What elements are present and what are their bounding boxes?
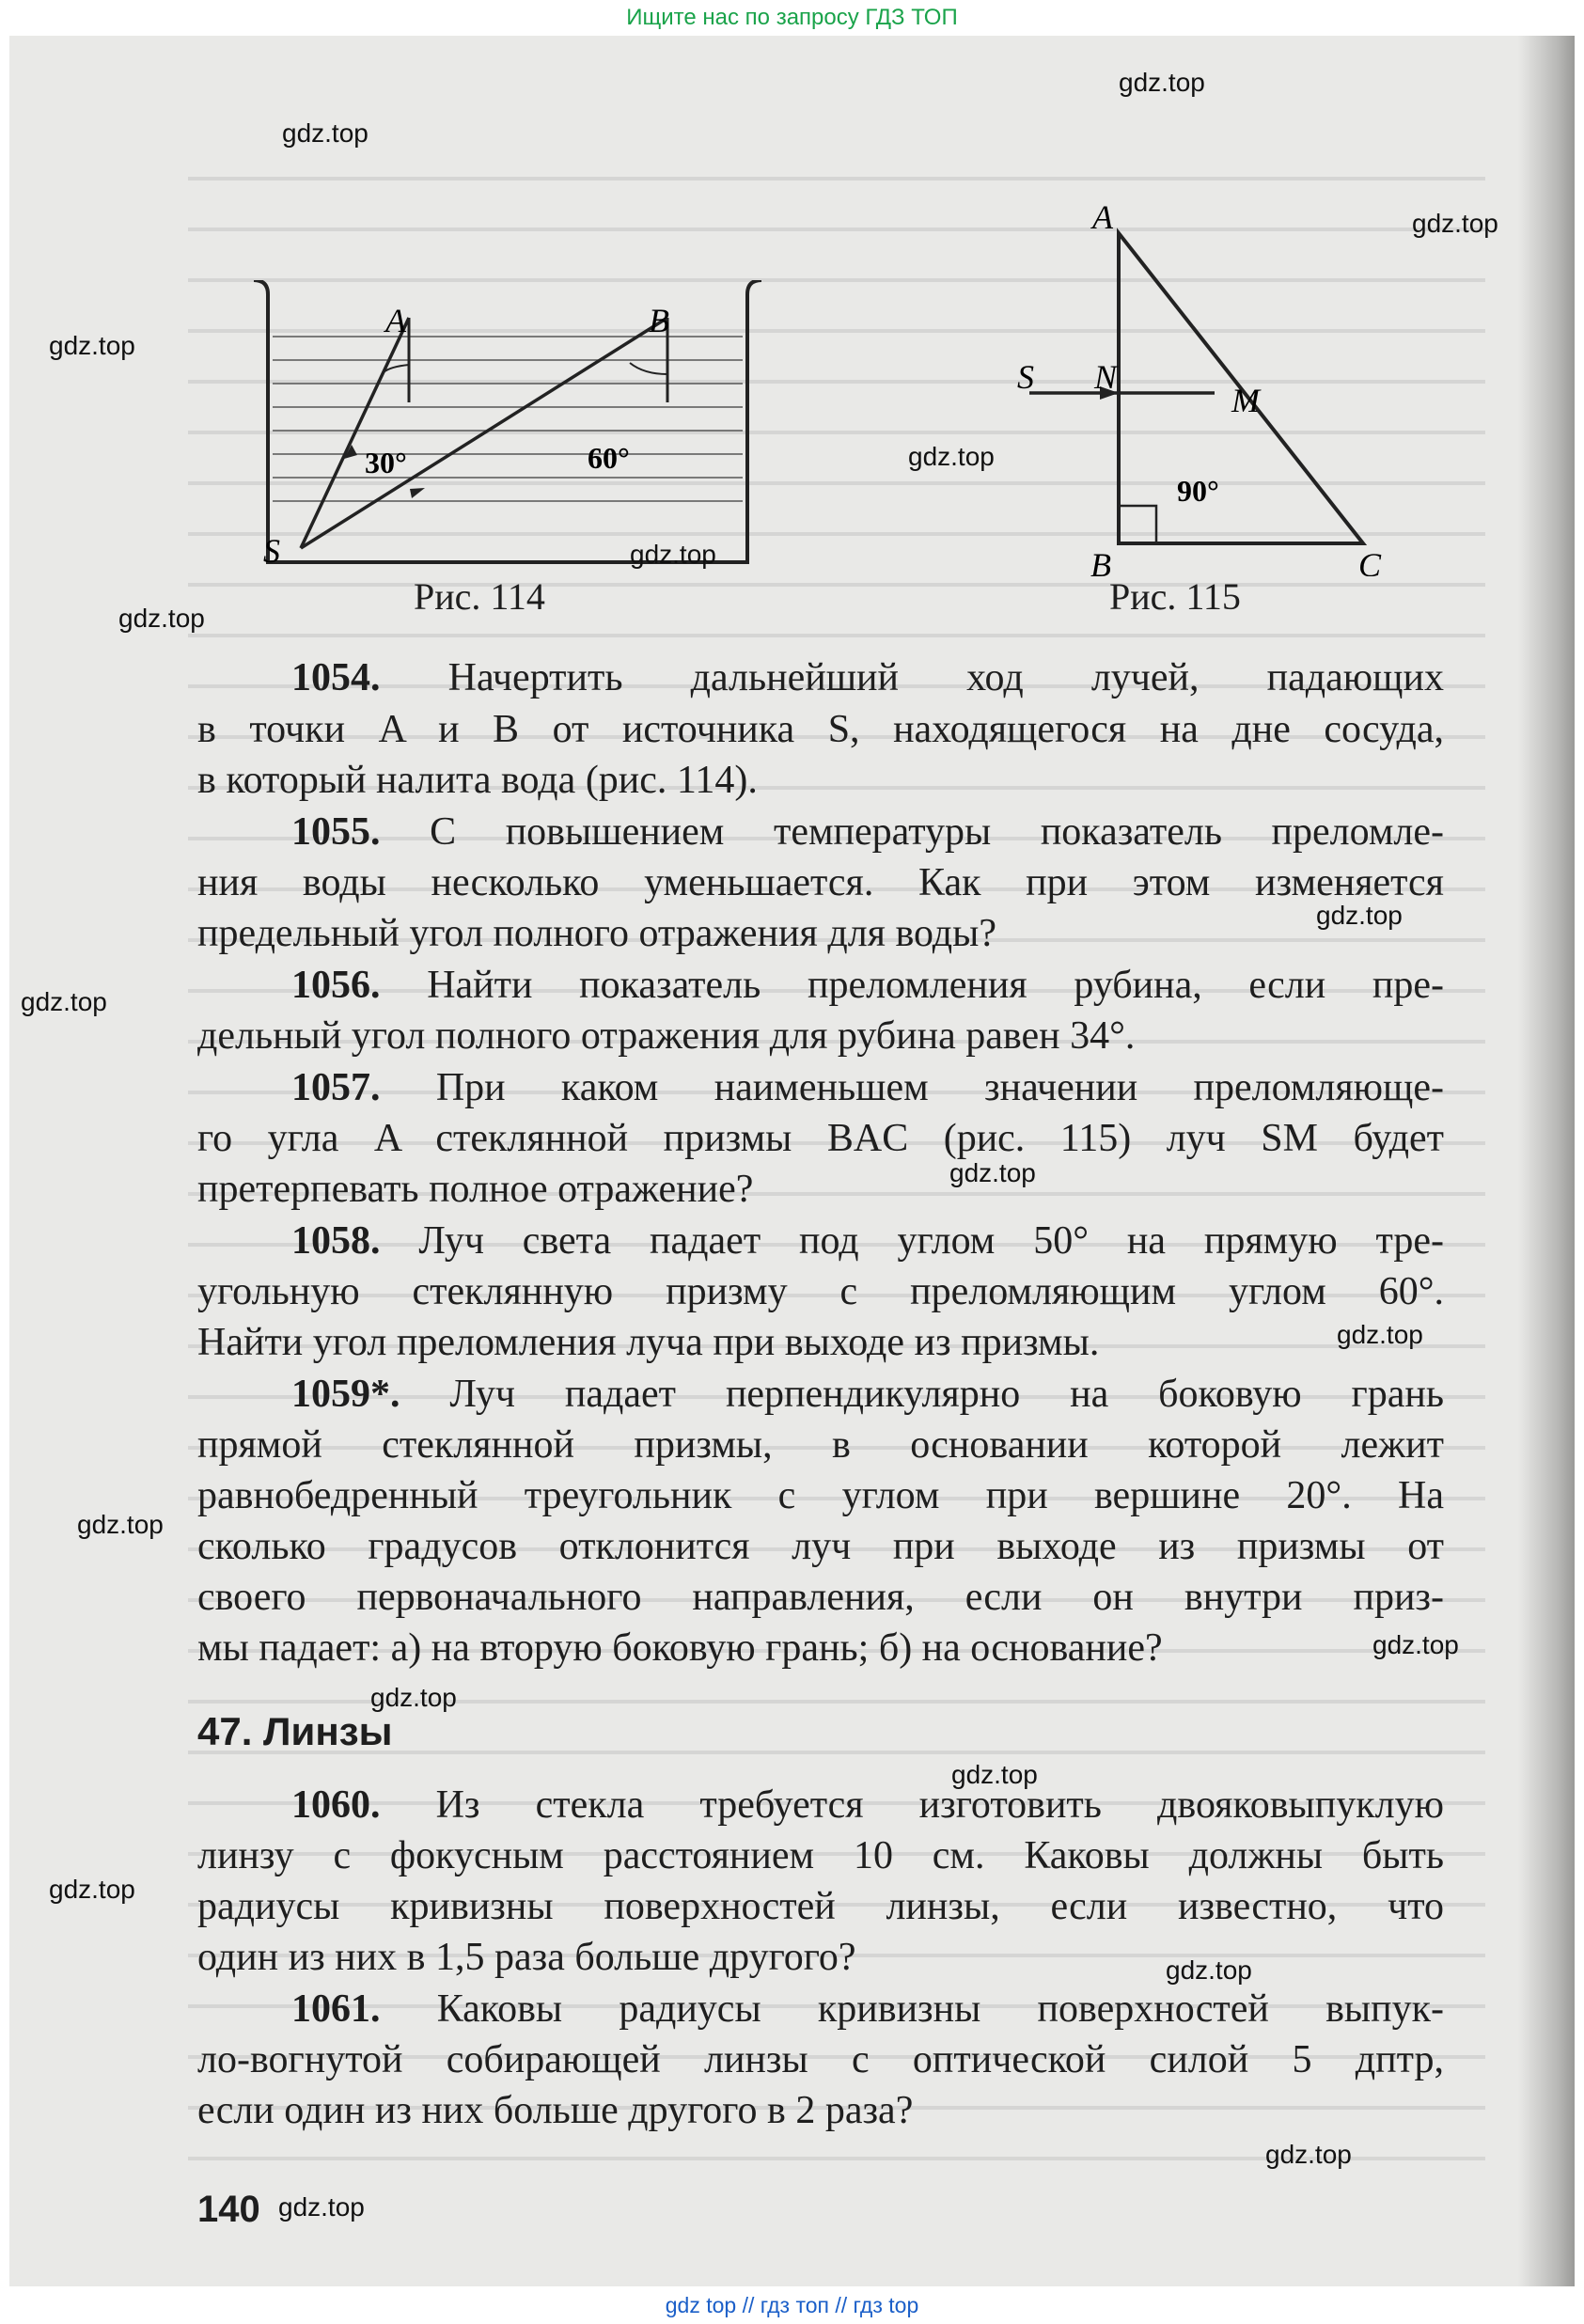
p1059-line-4: сколько градусов отклонится луч при выходе из призмы от bbox=[197, 1525, 1444, 1568]
p1055-line-3: предельный угол полного отражения для воды? bbox=[197, 912, 997, 955]
p1059-line-5: своего первоначального направления, если он внутри приз- bbox=[197, 1576, 1444, 1619]
fig114-caption: Рис. 114 bbox=[414, 575, 545, 618]
page-text bbox=[9, 36, 1575, 2286]
watermark: gdz.top bbox=[1337, 1320, 1423, 1349]
watermark: gdz.top bbox=[1412, 209, 1498, 238]
watermark: gdz.top bbox=[118, 604, 205, 633]
p1057-line-3: претерпевать полное отражение? bbox=[197, 1168, 754, 1211]
p1060-line-4: один из них в 1,5 раза больше другого? bbox=[197, 1936, 856, 1979]
p1055-line-2: ния воды несколько уменьшается. Как при этом изменяется bbox=[197, 861, 1444, 904]
angle-90: 90° bbox=[1177, 474, 1219, 508]
p1061-line-3: если один из них больше другого в 2 раза? bbox=[197, 2089, 914, 2132]
label-b: B bbox=[1090, 546, 1111, 576]
watermark: gdz.top bbox=[630, 540, 716, 569]
p1058-line-3: Найти угол преломления луча при выходе из призмы. bbox=[197, 1321, 1100, 1364]
p1059-line-6: мы падает: а) на вторую боковую грань; б) на основание? bbox=[197, 1626, 1163, 1670]
watermark: gdz.top bbox=[1372, 1630, 1459, 1659]
label-n: N bbox=[1094, 358, 1118, 396]
p1057-line-2: го угла A стеклянной призмы BAC (рис. 115) луч SM будет bbox=[197, 1117, 1444, 1160]
book-page bbox=[9, 36, 1575, 2286]
p1059-line-3: равнобедренный треугольник с углом при вершине 20°. На bbox=[197, 1474, 1444, 1517]
p1054-line-1: 1054. Начертить дальнейший ход лучей, падающих bbox=[291, 656, 1444, 699]
p1055-line-1: 1055. С повышением температуры показатель преломле- bbox=[291, 810, 1445, 854]
angle-30: 30° bbox=[365, 446, 407, 479]
watermark: gdz.top bbox=[278, 2192, 365, 2222]
bottom-banner: gdz top // гдз топ // гдз top bbox=[665, 2293, 919, 2317]
p1059-line-2: прямой стеклянной призмы, в основании которой лежит bbox=[197, 1423, 1444, 1467]
fig115-caption: Рис. 115 bbox=[1109, 575, 1241, 618]
page-number: 140 bbox=[197, 2189, 260, 2230]
label-b: B bbox=[649, 302, 669, 339]
watermark: gdz.top bbox=[77, 1510, 164, 1539]
watermark: gdz.top bbox=[370, 1683, 457, 1712]
p1057-line-1: 1057. При каком наименьшем значении преломляюще- bbox=[291, 1066, 1445, 1109]
p1058-line-1: 1058. Луч света падает под углом 50° на прямую тре- bbox=[291, 1219, 1444, 1263]
p1061-line-2: ло-вогнутой собирающей линзы с оптической силой 5 дптр, bbox=[197, 2038, 1444, 2081]
watermark: gdz.top bbox=[49, 331, 135, 360]
watermark: gdz.top bbox=[949, 1158, 1036, 1187]
label-a: A bbox=[385, 302, 406, 339]
p1060-line-3: радиусы кривизны поверхностей линзы, если известно, что bbox=[197, 1885, 1444, 1928]
p1059-line-1: 1059*. Луч падает перпендикулярно на боковую грань bbox=[291, 1373, 1445, 1416]
label-s: S bbox=[1017, 358, 1034, 396]
p1060-line-2: линзу с фокусным расстоянием 10 см. Каковы должны быть bbox=[197, 1834, 1444, 1877]
p1061-line-1: 1061. Каковы радиусы кривизны поверхностей выпук- bbox=[291, 1987, 1444, 2031]
p1058-line-2: угольную стеклянную призму с преломляющим углом 60°. bbox=[197, 1270, 1444, 1313]
p1060-line-1: 1060. Из стекла требуется изготовить двояковыпуклую bbox=[291, 1783, 1444, 1827]
top-banner: Ищите нас по запросу ГДЗ ТОП bbox=[626, 5, 958, 30]
label-c: C bbox=[1358, 546, 1382, 576]
watermark: gdz.top bbox=[1265, 2140, 1352, 2169]
p1056-line-1: 1056. Найти показатель преломления рубина, если пре- bbox=[291, 964, 1444, 1007]
label-a: A bbox=[1092, 198, 1113, 236]
watermark: gdz.top bbox=[49, 1875, 135, 1904]
angle-60: 60° bbox=[588, 441, 630, 475]
section-title: 47. Линзы bbox=[197, 1709, 393, 1753]
label-m: M bbox=[1231, 382, 1260, 419]
watermark: gdz.top bbox=[951, 1760, 1038, 1789]
watermark: gdz.top bbox=[1166, 1955, 1252, 1985]
watermark: gdz.top bbox=[282, 118, 369, 148]
watermark: gdz.top bbox=[908, 442, 995, 471]
label-s: S bbox=[263, 532, 280, 570]
watermark: gdz.top bbox=[1316, 901, 1403, 930]
p1056-line-2: дельный угол полного отражения для рубина равен 34°. bbox=[197, 1014, 1136, 1058]
watermark: gdz.top bbox=[21, 987, 107, 1016]
p1054-line-2: в точки A и B от источника S, находящегося на дне сосуда, bbox=[197, 708, 1444, 751]
p1054-line-3: в который налита вода (рис. 114). bbox=[197, 759, 758, 802]
watermark: gdz.top bbox=[1119, 68, 1205, 97]
